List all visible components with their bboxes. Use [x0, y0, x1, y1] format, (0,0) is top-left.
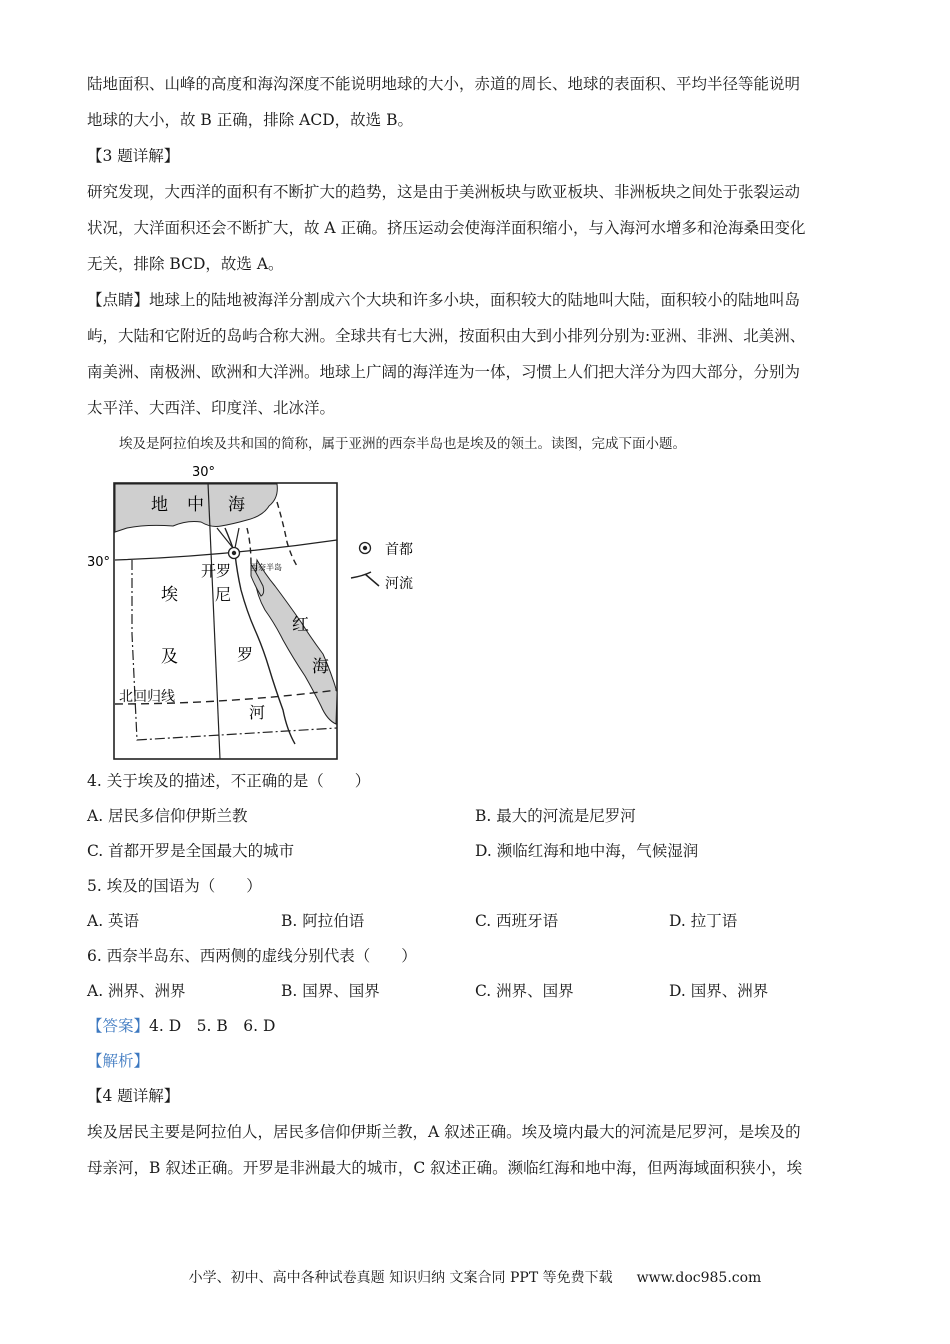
egypt-label: 埃: [161, 585, 178, 605]
option-d: D. 国界、洲界: [669, 982, 769, 1000]
paragraph-line: 屿，大陆和它附近的岛屿合称大洲。全球共有七大洲，按面积由大到小排列分别为:亚洲、非洲、北美洲、: [87, 327, 806, 345]
nile-label: 尼: [215, 585, 232, 604]
option-a: A. 英语: [87, 912, 140, 930]
option-c: C. 首都开罗是全国最大的城市: [87, 842, 295, 860]
red-sea-label: 海: [312, 657, 329, 677]
tropic-label: 北回归线: [119, 689, 175, 705]
option-d: D. 拉丁语: [669, 912, 738, 930]
question-4-stem: 4. 关于埃及的描述，不正确的是（ ）: [87, 772, 371, 790]
paragraph-line: 南美洲、南极洲、欧洲和大洋洲。地球上广阔的海洋连为一体，习惯上人们把大洋分为四大部分，分别为: [87, 363, 801, 381]
document-page: [87, 66, 862, 1186]
red-sea-label: 红: [292, 615, 309, 635]
option-b: B. 阿拉伯语: [281, 912, 365, 930]
question-6-options: [87, 974, 862, 1009]
cairo-label: 开罗: [201, 562, 232, 580]
question-4-options: [87, 799, 862, 869]
option-a: A. 洲界、洲界: [87, 982, 186, 1000]
q4-heading: 【4 题详解】: [87, 1087, 180, 1105]
legend-river-label: 河流: [385, 576, 413, 592]
question-intro: 埃及是阿拉伯埃及共和国的简称，属于亚洲的西奈半岛也是埃及的领土。读图，完成下面小题。: [119, 436, 686, 452]
capital-symbol-dot: [232, 551, 236, 555]
analysis-label: 【解析】: [87, 1052, 150, 1070]
paragraph-line: 太平洋、大西洋、印度洋、北冰洋。: [87, 399, 336, 417]
egypt-label: 及: [161, 647, 178, 667]
question-5-stem: 5. 埃及的国语为（ ）: [87, 877, 262, 895]
option-b: B. 国界、国界: [281, 982, 380, 1000]
lat-label: 30°: [87, 555, 111, 570]
paragraph-line: 埃及居民主要是阿拉伯人，居民多信仰伊斯兰教，A 叙述正确。埃及境内最大的河流是尼罗河，是埃及的: [87, 1123, 801, 1141]
paragraph-line: 母亲河，B 叙述正确。开罗是非洲最大的城市，C 叙述正确。濒临红海和地中海，但两海域面积狭小，埃: [87, 1159, 803, 1177]
nile-label: 罗: [237, 645, 254, 664]
egypt-map: [87, 462, 862, 764]
legend-capital-label: 首都: [385, 542, 413, 558]
legend-river-icon: [351, 572, 379, 586]
question-6-stem: 6. 西奈半岛东、西两侧的虚线分别代表（ ）: [87, 947, 417, 965]
sinai-label: 西奈半岛: [250, 563, 282, 572]
answer-label: 【答案】: [87, 1017, 150, 1035]
q3-heading: 【3 题详解】: [87, 147, 180, 165]
sea-label: 地: [151, 495, 168, 515]
sea-label: 中: [187, 495, 204, 515]
lon-label: 30°: [192, 465, 216, 480]
paragraph-line: 研究发现，大西洋的面积有不断扩大的趋势，这是由于美洲板块与欧亚板块、非洲板块之间处于张裂运动: [87, 183, 801, 201]
nile-label: 河: [249, 703, 266, 722]
paragraph-line: 【点睛】地球上的陆地被海洋分割成六个大块和许多小块，面积较大的陆地叫大陆，面积较小的陆地叫岛: [87, 291, 801, 309]
option-b: B. 最大的河流是尼罗河: [475, 807, 636, 825]
option-c: C. 洲界、国界: [475, 982, 574, 1000]
question-5-options: [87, 904, 862, 939]
option-a: A. 居民多信仰伊斯兰教: [87, 807, 248, 825]
page-footer: [0, 1266, 950, 1290]
answer-text: 4. D 5. B 6. D: [149, 1017, 276, 1035]
footer-url: www.doc985.com: [636, 1270, 762, 1286]
paragraph-line: 无关，排除 BCD，故选 A。: [87, 255, 284, 273]
option-c: C. 西班牙语: [475, 912, 559, 930]
option-d: D. 濒临红海和地中海，气候湿润: [475, 842, 699, 860]
egypt-map-svg: [87, 462, 862, 764]
sea-label: 海: [228, 495, 245, 515]
paragraph-line: 陆地面积、山峰的高度和海沟深度不能说明地球的大小，赤道的周长、地球的表面积、平均半径等能说明: [87, 75, 801, 93]
paragraph-line: 地球的大小，故 B 正确，排除 ACD，故选 B。: [87, 111, 413, 129]
footer-text: 小学、初中、高中各种试卷真题 知识归纳 文案合同 PPT 等免费下载: [188, 1270, 613, 1286]
answer-line: [87, 1009, 862, 1044]
paragraph-line: 状况，大洋面积还会不断扩大，故 A 正确。挤压运动会使海洋面积缩小，与入海河水增多和沧海桑田变化: [87, 219, 806, 237]
